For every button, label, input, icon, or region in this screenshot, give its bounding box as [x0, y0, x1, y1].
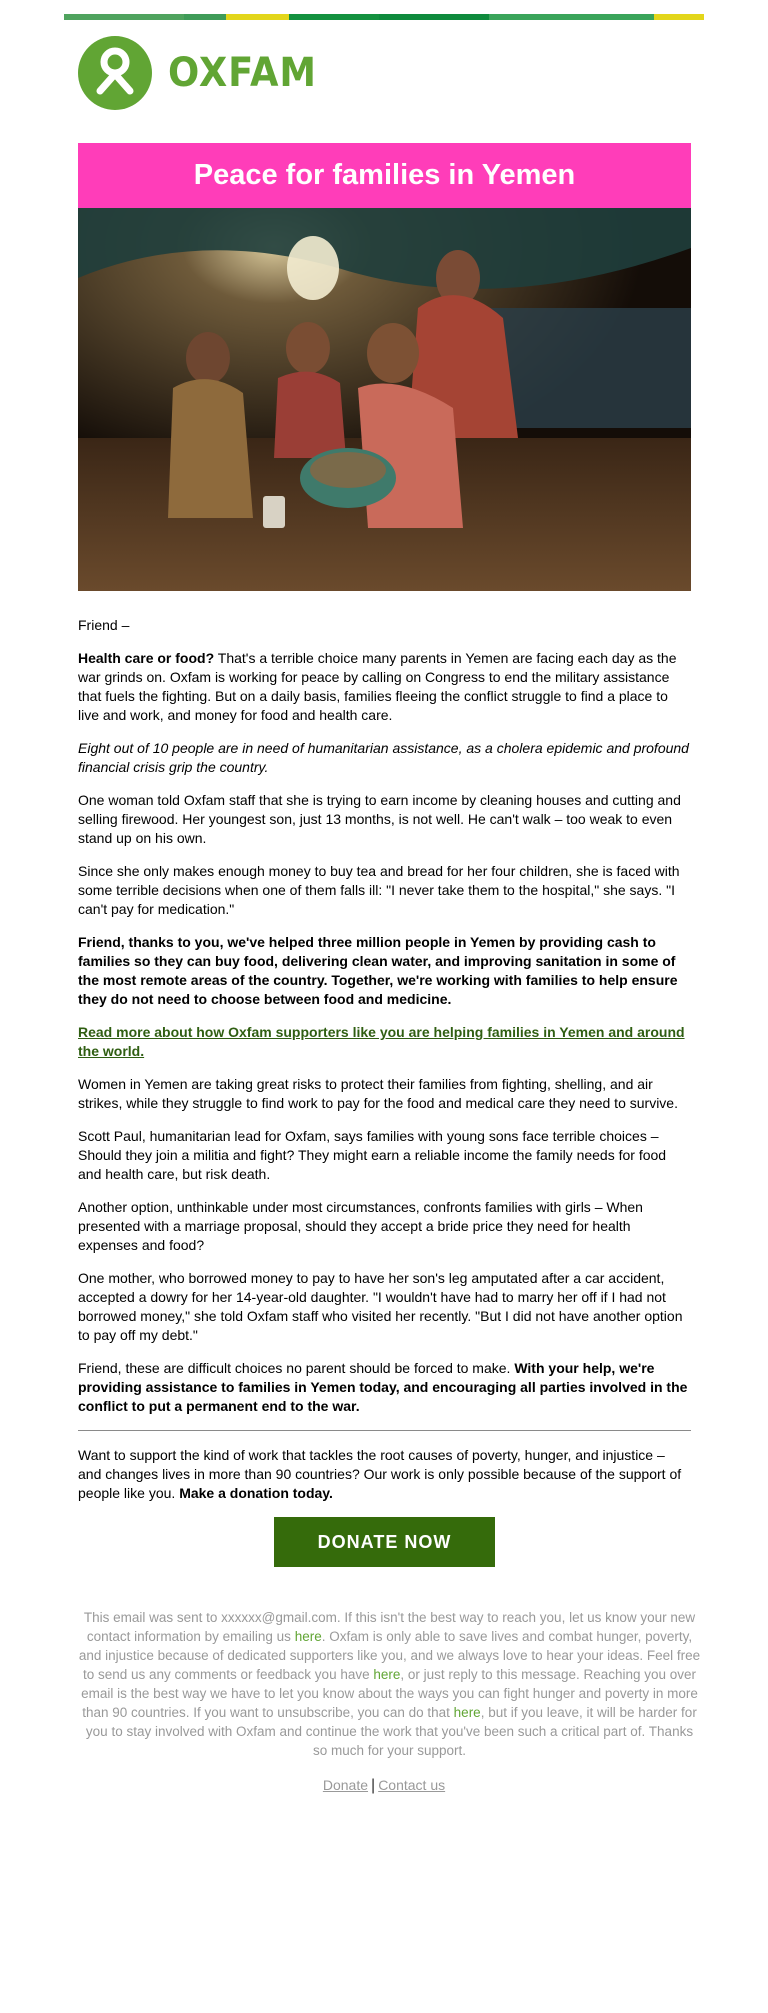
footer-donate-link[interactable]: Donate — [322, 1777, 369, 1793]
footer-link-separator: | — [371, 1777, 376, 1794]
paragraph-bride-price: Another option, unthinkable under most circumstances, confronts families with girls – When presented with a marriage proposal, should they accept a bride price they need for health expenses and food? — [78, 1199, 643, 1253]
headline-banner — [78, 143, 691, 208]
headline-title: Peace for families in Yemen — [193, 159, 576, 191]
read-more-paragraph — [78, 1023, 691, 1061]
footer-links — [0, 1777, 768, 1795]
paragraph-scott-paul: Scott Paul, humanitarian lead for Oxfam, says families with young sons face terrible choices – Should they join a militia and fight? They might earn a reliable income the family needs for food and health care, but risk death. — [78, 1128, 667, 1182]
family-photo — [78, 208, 691, 591]
footer-notice: This email was sent to xxxxxx@gmail.com. If this isn't the best way to reach you, let us know your new contact information by emailing us here. Oxfam is only able to save lives and combat hunger, poverty, and injustice because of dedicated supporters like you, and we always love to hear your ideas. Feel free to send us any comments or feedback you have here, or just reply to this message. Reaching you over email is the best way we have to let you know about the ways you can fight hunger and poverty in more than 90 countries. If you want to unsubscribe, you can do that here, but if you leave, it will be harder for you to stay involved with Oxfam and continue the work that you've been such a critical part of. Thanks so much for your support. — [78, 1610, 701, 1758]
donate-now-button[interactable]: DONATE NOW — [274, 1517, 495, 1567]
read-more-link[interactable]: Read more about how Oxfam supporters like you are helping families in Yemen and around the world. — [78, 1024, 685, 1059]
paragraph-medication: Since she only makes enough money to buy tea and bread for her four children, she is faced with some terrible decisions when one of them falls ill: "I never take them to the hospital," she says. "I can't pay for medication." — [78, 863, 680, 917]
oxfam-logo[interactable] — [78, 36, 330, 110]
paragraph-difficult-choices: Friend, these are difficult choices no parent should be forced to make. With your help, we're providing assistance to families in Yemen today, and encouraging all parties involved in the conflict to put a permanent end to the war. — [78, 1360, 688, 1414]
footer-here-link-1[interactable]: here — [294, 1629, 322, 1644]
top-color-strip — [64, 14, 704, 20]
paragraph-support: Want to support the kind of work that tackles the root causes of poverty, hunger, and injustice – and changes lives in more than 90 countries? Our work is only possible because of the support of people like you. Make a donation today. — [78, 1447, 682, 1501]
footer-here-link-3[interactable]: here — [453, 1705, 481, 1720]
family-photo-icon — [78, 208, 691, 591]
paragraph-statistic: Eight out of 10 people are in need of humanitarian assistance, as a cholera epidemic and profound financial crisis grip the country. — [78, 740, 689, 775]
paragraph-dowry: One mother, who borrowed money to pay to have her son's leg amputated after a car accident, accepted a dowry for her 14-year-old daughter. "I wouldn't have had to marry her off if I had not borrowed money," she told Oxfam staff who visited her recently. "But I did not have another option to pay off my debt." — [78, 1270, 683, 1343]
paragraph-health-care: Health care or food? That's a terrible choice many parents in Yemen are facing each day as the war grinds on. Oxfam is working for peace by calling on Congress to end the military assistance that fuels the fighting. But on a daily basis, families fleeing the conflict struggle to find a place to live and work, and money for food and health care. — [78, 650, 677, 723]
paragraph-women-risks: Women in Yemen are taking great risks to protect their families from fighting, shelling, and air strikes, while they struggle to find work to pay for the food and medical care they need to survive. — [78, 1076, 678, 1111]
divider — [78, 1430, 691, 1431]
footer-here-link-2[interactable]: here — [373, 1667, 401, 1682]
paragraph-thanks: Friend, thanks to you, we've helped three million people in Yemen by providing cash to families so they can buy food, delivering clean water, and improving sanitation in some of the most remote areas of the country. Together, we're working with families to help ensure they do not need to choose between food and medicine. — [78, 934, 678, 1007]
greeting: Friend – — [78, 617, 130, 633]
email-body — [78, 616, 691, 1567]
paragraph-woman-story: One woman told Oxfam staff that she is trying to earn income by cleaning houses and cutting and selling firewood. Her youngest son, just 13 months, is not well. He can't walk – too weak to even stand up on his own. — [78, 792, 681, 846]
oxfam-figure-icon — [78, 36, 152, 110]
oxfam-wordmark: OXFAM — [168, 50, 317, 96]
health-care-lead: Health care or food? — [78, 650, 215, 666]
footer-contact-link[interactable]: Contact us — [378, 1777, 446, 1793]
